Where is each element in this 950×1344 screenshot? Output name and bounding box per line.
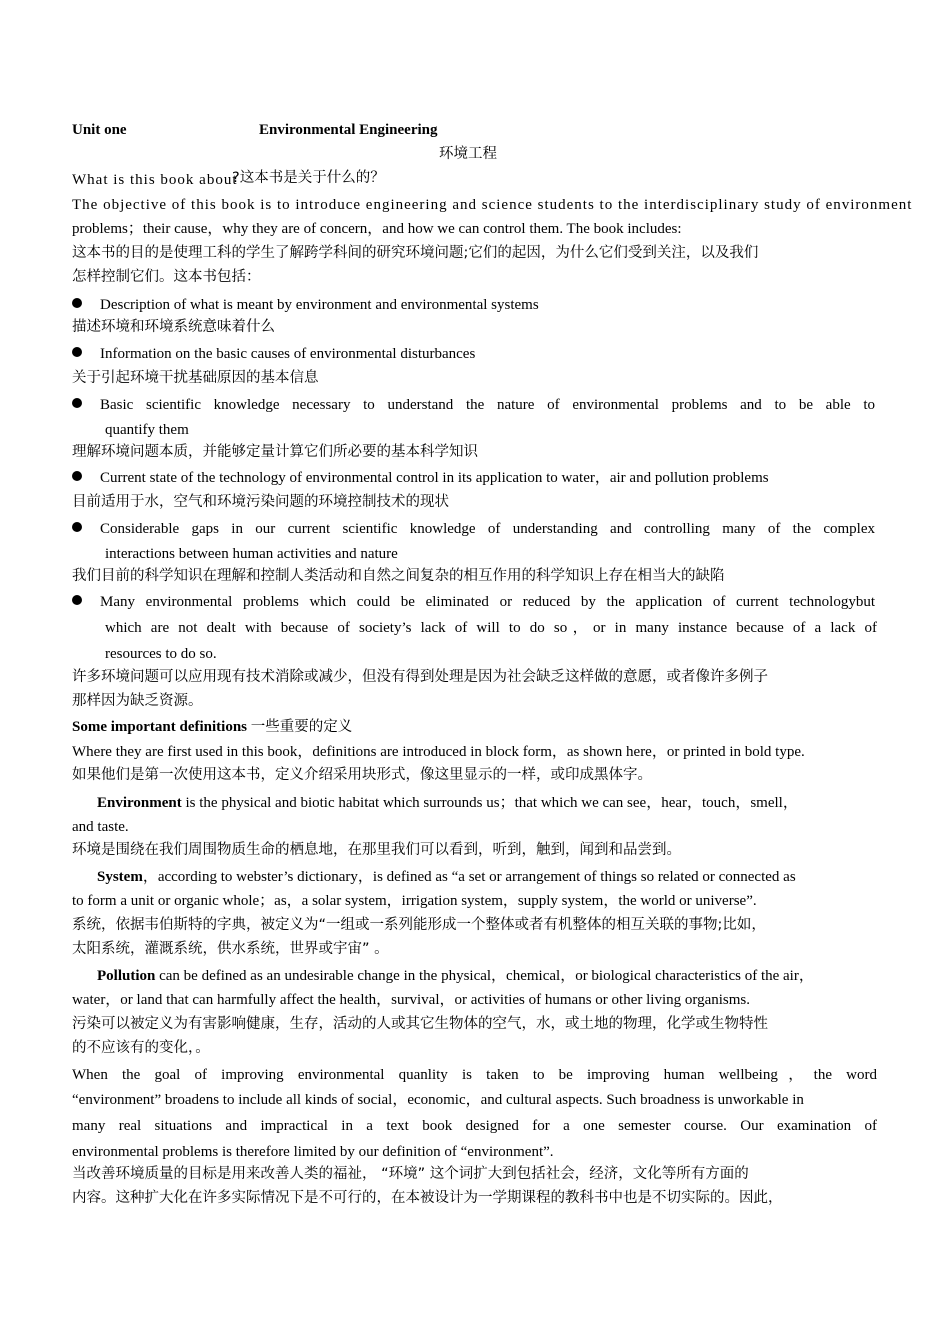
bullet-5-en-line-1: Considerable gaps in our current scientific knowledge of understanding and controlling many of the complex xyxy=(100,521,875,537)
definitions-heading-zh: 一些重要的定义 xyxy=(250,719,353,735)
bullet-dot xyxy=(72,471,82,481)
bullet-4-zh: 目前适用于水，空气和环境污染问题的环境控制技术的现状 xyxy=(72,494,449,510)
system-term: System xyxy=(97,869,143,885)
pollution-term: Pollution xyxy=(97,968,156,984)
bullet-5-en-line-2: interactions between human activities and nature xyxy=(105,546,398,562)
closing-en-line-3: many real situations and impractical in a text book designed for a one semester course. Our examination of xyxy=(72,1118,877,1134)
definitions-heading xyxy=(72,718,352,736)
system-definition-text: ，according to webster’s dictionary，is defined as “a set or arrangement of things so related or connected as xyxy=(142,869,796,885)
closing-en-line-1: When the goal of improving environmental quanlity is taken to be improving human wellbeing，the word xyxy=(72,1067,877,1083)
intro-question-zh: ?这本书是关于什么的？ xyxy=(232,170,385,186)
system-definition-line-1 xyxy=(97,868,796,886)
bullet-6-zh-line-2: 那样因为缺乏资源。 xyxy=(72,693,203,709)
bullet-3-en-line-1: Basic scientific knowledge necessary to understand the nature of environmental problems and to be able to xyxy=(100,397,875,413)
bullet-5-zh: 我们目前的科学知识在理解和控制人类活动和自然之间复杂的相互作用的科学知识上存在相当大的缺陷 xyxy=(72,568,725,584)
objective-zh-line-1: 这本书的目的是使理工科的学生了解跨学科间的研究环境问题;它们的起因，为什么它们受到关注，以及我们 xyxy=(72,245,759,261)
pollution-definition-zh-line-2: 的不应该有的变化，。 xyxy=(72,1040,210,1056)
environment-definition-text: is the physical and biotic habitat which surrounds us；that which we can see，hear，touch，smell， xyxy=(181,795,798,811)
system-definition-line-2: to form a unit or organic whole；as，a solar system，irrigation system，supply system，the world or universe”. xyxy=(72,893,757,909)
environment-definition-line-1 xyxy=(97,794,798,812)
bullet-3-en-line-2: quantify them xyxy=(105,422,189,438)
unit-label: Unit one xyxy=(72,122,127,138)
bullet-1-zh: 描述环境和环境系统意味着什么 xyxy=(72,319,275,335)
objective-zh-line-2: 怎样控制它们。这本书包括： xyxy=(72,269,261,285)
environment-definition-zh: 环境是围绕在我们周围物质生命的栖息地，在那里我们可以看到，听到，触到，闻到和品尝到。 xyxy=(72,842,681,858)
closing-zh-line-1: 当改善环境质量的目标是用来改善人类的福祉， “环境” 这个词扩大到包括社会，经济，文化等所有方面的 xyxy=(72,1166,749,1182)
page-title: Environmental Engineering xyxy=(259,122,438,138)
bullet-3-zh: 理解环境问题本质，并能够定量计算它们所必要的基本科学知识 xyxy=(72,444,478,460)
closing-en-line-2: “environment” broadens to include all kinds of social，economic，and cultural aspects. Such broadness is unworkable in xyxy=(72,1092,804,1108)
bullet-dot xyxy=(72,595,82,605)
objective-en-line-1: The objective of this book is to introduce engineering and science students to the interdisciplinary study of environment xyxy=(72,197,913,213)
closing-en-line-4: environmental problems is therefore limited by our definition of “environment”. xyxy=(72,1144,554,1160)
bullet-dot xyxy=(72,398,82,408)
bullet-2-zh: 关于引起环境干扰基础原因的基本信息 xyxy=(72,370,319,386)
intro-question-en: What is this book about xyxy=(72,172,238,188)
pollution-definition-zh-line-1: 污染可以被定义为有害影响健康，生存，活动的人或其它生物体的空气，水，或土地的物理，化学或生物特性 xyxy=(72,1016,768,1032)
objective-en-line-2: problems；their cause，why they are of concern，and how we can control them. The book includes: xyxy=(72,221,682,237)
bullet-2-en: Information on the basic causes of environmental disturbances xyxy=(100,346,476,362)
system-definition-zh-line-1: 系统，依据韦伯斯特的字典，被定义为“一组或一系列能形成一个整体或者有机整体的相互关联的事物;比如， xyxy=(72,917,766,933)
bullet-6-zh-line-1: 许多环境问题可以应用现有技术消除或减少，但没有得到处理是因为社会缺乏这样做的意愿，或者像许多例子 xyxy=(72,669,768,685)
bullet-4-en: Current state of the technology of environmental control in its application to water，air and pollution problems xyxy=(100,470,769,486)
pollution-definition-line-1 xyxy=(97,967,814,985)
pollution-definition-line-2: water，or land that can harmfully affect the health，survival，or activities of humans or other living organisms. xyxy=(72,992,751,1008)
pollution-definition-text: can be defined as an undesirable change in the physical，chemical，or biological characteristics of the air， xyxy=(155,968,814,984)
system-definition-zh-line-2: 太阳系统，灌溉系统，供水系统，世界或宇宙” 。 xyxy=(72,941,389,957)
bullet-dot xyxy=(72,522,82,532)
bullet-6-en-line-1: Many environmental problems which could be eliminated or reduced by the application of current technologybut xyxy=(100,594,875,610)
bullet-dot xyxy=(72,347,82,357)
environment-definition-line-2: and taste. xyxy=(72,819,129,835)
page-title-zh: 环境工程 xyxy=(439,146,497,162)
definitions-heading-en: Some important definitions xyxy=(72,719,248,735)
bullet-dot xyxy=(72,298,82,308)
bullet-6-en-line-3: resources to do so. xyxy=(105,646,217,662)
environment-term: Environment xyxy=(97,795,182,811)
bullet-1-en: Description of what is meant by environment and environmental systems xyxy=(100,297,539,313)
bullet-6-en-line-2: which are not dealt with because of society’s lack of will to do so，or in many instance because of a lack of xyxy=(105,620,877,636)
definitions-intro-zh: 如果他们是第一次使用这本书，定义介绍采用块形式，像这里显示的一样，或印成黑体字。 xyxy=(72,767,652,783)
closing-zh-line-2: 内容。这种扩大化在许多实际情况下是不可行的，在本被设计为一学期课程的教科书中也是不切实际的。因此， xyxy=(72,1190,783,1206)
definitions-intro-en: Where they are first used in this book，definitions are introduced in block form，as shown here，or printed in bold type. xyxy=(72,744,805,760)
